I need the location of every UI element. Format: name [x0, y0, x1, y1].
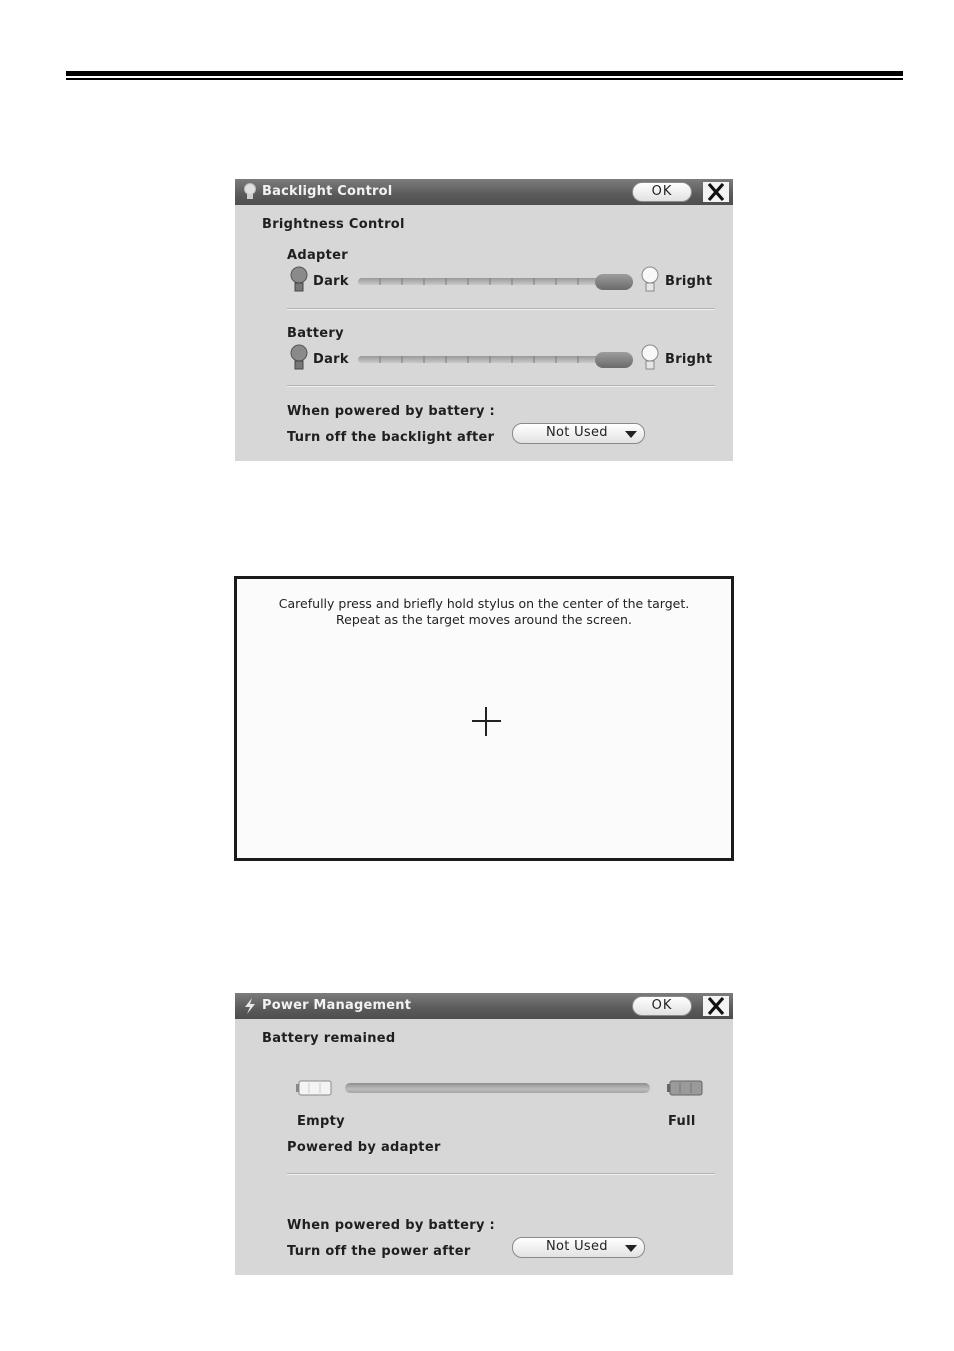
ok-button[interactable]: OK [632, 182, 692, 202]
close-icon [706, 182, 726, 202]
turn-off-power-label: Turn off the power after [287, 1244, 471, 1259]
divider [287, 1173, 715, 1175]
dropdown-value: Not Used [546, 1239, 608, 1254]
power-status-label: Powered by adapter [287, 1140, 441, 1155]
close-button[interactable] [703, 996, 729, 1016]
power-timeout-dropdown[interactable] [512, 1237, 645, 1258]
chevron-down-icon [625, 431, 637, 438]
ok-button[interactable]: OK [632, 996, 692, 1016]
dark-bulb-icon [288, 343, 310, 373]
close-icon [706, 996, 726, 1016]
dialog-title: Backlight Control [262, 184, 393, 199]
dark-bulb-icon [288, 265, 310, 295]
brightness-control-label: Brightness Control [262, 217, 405, 232]
adapter-bright-label: Bright [665, 274, 713, 289]
full-label: Full [668, 1114, 696, 1129]
header-rule-thin [66, 78, 903, 80]
crosshair-target-icon[interactable] [485, 707, 487, 736]
adapter-dark-label: Dark [313, 274, 349, 289]
lightbulb-icon [241, 182, 259, 202]
battery-slider-ticks [358, 356, 630, 363]
close-button[interactable] [703, 182, 729, 202]
calibration-instruction-1: Carefully press and briefly hold stylus on the center of the target. [278, 596, 690, 611]
when-powered-label: When powered by battery : [287, 404, 496, 419]
turn-off-backlight-label: Turn off the backlight after [287, 430, 495, 445]
empty-label: Empty [297, 1114, 345, 1129]
divider [287, 308, 715, 310]
battery-remained-label: Battery remained [262, 1031, 396, 1046]
bright-bulb-icon [639, 343, 661, 373]
battery-empty-icon [296, 1080, 332, 1096]
battery-full-icon [667, 1080, 703, 1096]
power-management-dialog [235, 993, 733, 1275]
when-powered-label: When powered by battery : [287, 1218, 496, 1233]
calibration-instruction-2: Repeat as the target moves around the screen. [336, 612, 632, 627]
battery-dark-label: Dark [313, 352, 349, 367]
backlight-timeout-dropdown[interactable] [512, 423, 645, 444]
chevron-down-icon [625, 1245, 637, 1252]
battery-bright-label: Bright [665, 352, 713, 367]
lightning-icon [241, 996, 259, 1016]
title-bar [235, 179, 733, 205]
title-bar [235, 993, 733, 1019]
adapter-slider-thumb[interactable] [595, 274, 633, 290]
header-rule [66, 71, 903, 76]
battery-slider-thumb[interactable] [595, 352, 633, 368]
adapter-slider-ticks [358, 278, 630, 285]
bright-bulb-icon [639, 265, 661, 295]
calibration-screen[interactable] [234, 576, 734, 861]
dialog-title: Power Management [262, 998, 412, 1013]
battery-label: Battery [287, 326, 344, 341]
dropdown-value: Not Used [546, 425, 608, 440]
backlight-control-dialog [235, 179, 733, 461]
adapter-label: Adapter [287, 248, 348, 263]
battery-level-bar [345, 1083, 650, 1093]
divider [287, 385, 715, 387]
